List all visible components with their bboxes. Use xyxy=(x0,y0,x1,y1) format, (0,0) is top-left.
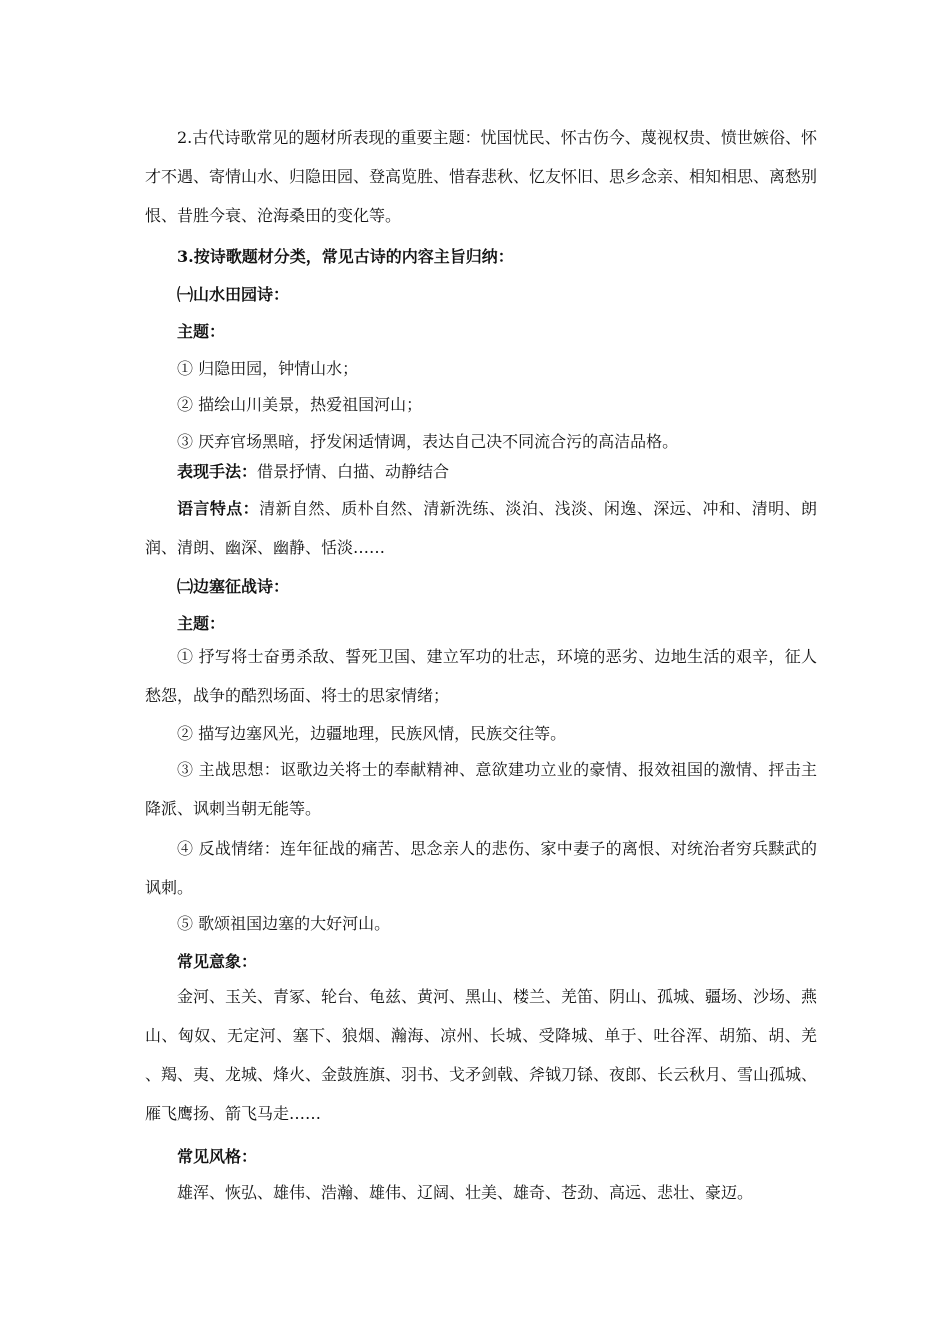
frontier-theme-item-5: ⑤ 歌颂祖国边塞的大好河山。 xyxy=(177,914,391,933)
landscape-theme-item-3: ③ 厌弃官场黑暗，抒发闲适情调，表达自己决不同流合污的高洁品格。 xyxy=(177,432,679,451)
frontier-theme-item-3: ③ 主战思想：讴歌边关将士的奉献精神、意欲建功立业的豪情、报效祖国的激情、抨击主降派、讽刺当朝无能等。 xyxy=(145,760,817,818)
landscape-theme-item-2: ② 描绘山川美景，热爱祖国河山； xyxy=(177,395,423,414)
heading-content-classification: 3.按诗歌题材分类，常见古诗的内容主旨归纳： xyxy=(177,247,514,266)
section-title-landscape-pastoral: ㈠山水田园诗： xyxy=(177,285,290,304)
language-text: 清新自然、质朴自然、清新洗练、淡泊、浅淡、闲逸、深远、冲和、清明、朗润、清朗、幽深、幽静、恬淡…… xyxy=(145,499,817,557)
theme-label-frontier: 主题： xyxy=(177,614,226,633)
paragraph-common-themes: 2.古代诗歌常见的题材所表现的重要主题：忧国忧民、怀古伤今、蔑视权贵、愤世嫉俗、怀才不遇、寄情山水、归隐田园、登高览胜、惜春悲秋、忆友怀旧、思乡念亲、相知相思、离愁别恨、昔胜今衰、沧海桑田的变化等。 xyxy=(145,128,818,225)
landscape-theme-item-1: ① 归隐田园，钟情山水； xyxy=(177,359,359,378)
style-text: 雄浑、恢弘、雄伟、浩瀚、雄伟、辽阔、壮美、雄奇、苍劲、高远、悲壮、豪迈。 xyxy=(177,1183,754,1202)
imagery-label: 常见意象： xyxy=(177,952,258,971)
frontier-theme-item-2: ② 描写边塞风光，边疆地理，民族风情，民族交往等。 xyxy=(177,724,567,743)
frontier-theme-item-1: ① 抒写将士奋勇杀敌、誓死卫国、建立军功的壮志，环境的恶劣、边地生活的艰辛，征人愁怨，战争的酷烈场面、将士的思家情绪； xyxy=(145,647,817,705)
frontier-theme-item-4: ④ 反战情绪：连年征战的痛苦、思念亲人的悲伤、家中妻子的离恨、对统治者穷兵黩武的讽刺。 xyxy=(145,839,817,897)
technique-label: 表现手法： xyxy=(177,462,258,481)
theme-label-landscape: 主题： xyxy=(177,322,226,341)
language-label: 语言特点： xyxy=(177,499,260,518)
style-label: 常见风格： xyxy=(177,1147,258,1166)
imagery-text: 金河、玉关、青冢、轮台、龟兹、黄河、黑山、楼兰、羌笛、阴山、孤城、疆场、沙场、燕山、匈奴、无定河、塞下、狼烟、瀚海、凉州、长城、受降城、单于、吐谷浑、胡笳、胡、羌 、羯、夷、龙城、烽火、金鼓旌旗、羽书、戈矛剑戟、斧钺刀铩、夜郎、长云秋月、雪山孤城、雁飞鹰扬、箭飞马走…… xyxy=(145,987,818,1123)
section-title-frontier-war: ㈡边塞征战诗： xyxy=(177,577,290,596)
language-features-paragraph xyxy=(145,489,817,567)
technique-text: 借景抒情、白描、动静结合 xyxy=(257,462,450,481)
technique-line xyxy=(177,460,822,484)
